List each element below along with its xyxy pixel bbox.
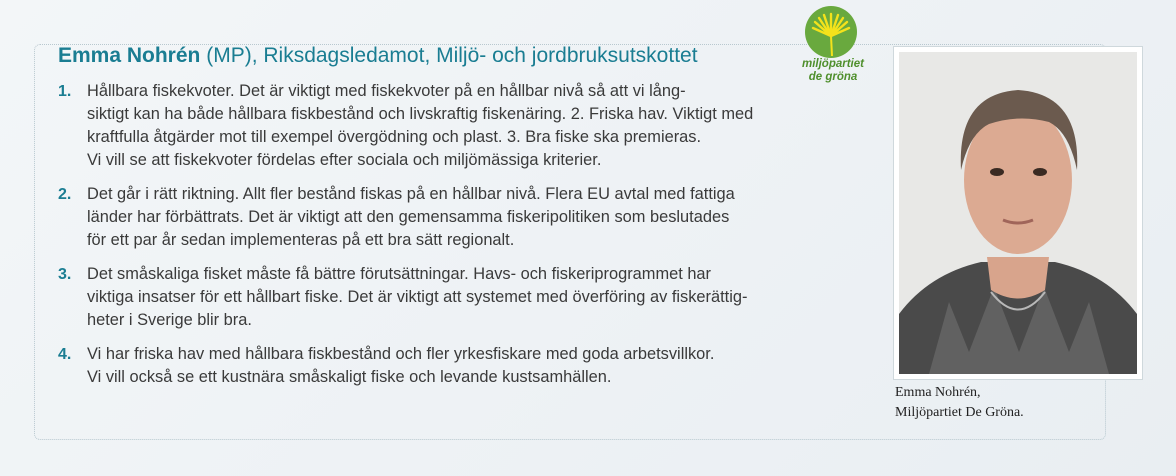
caption-name: Emma Nohrén,: [895, 385, 981, 400]
list-item: [58, 263, 848, 332]
item-line: Vi vill också se ett kustnära småskaligt fiske och levande kustsamhällen.: [87, 368, 612, 386]
item-line: heter i Sverige blir bra.: [87, 311, 252, 329]
caption-party: Miljöpartiet De Gröna.: [895, 405, 1024, 420]
logo-line-2: de gröna: [808, 71, 858, 83]
list-item: [58, 343, 848, 389]
dandelion-icon: [805, 6, 857, 58]
item-number: 4.: [58, 346, 72, 363]
list-item: [58, 80, 848, 172]
item-number: 2.: [58, 186, 72, 203]
item-line: Hållbara fiskekvoter. Det är viktigt med fiskekvoter på en hållbar nivå så att vi lång-: [87, 82, 686, 100]
item-line: siktigt kan ha både hållbara fiskbestånd och livskraftig fiskenäring. 2. Friska hav. Viktigt med: [87, 105, 754, 123]
item-line: kraftfulla åtgärder mot till exempel övergödning och plast. 3. Bra fiske ska premieras.: [87, 128, 702, 146]
page-title: [58, 44, 698, 68]
list-item: [58, 183, 848, 252]
person-name: Emma Nohrén: [58, 44, 201, 67]
portrait-photo: [893, 46, 1143, 380]
item-line: för ett par år sedan implementeras på ett bra sätt regionalt.: [87, 231, 515, 249]
person-role: (MP), Riksdagsledamot, Miljö- och jordbruksutskottet: [200, 44, 698, 67]
portrait-icon: [899, 52, 1137, 374]
item-number: 3.: [58, 266, 72, 283]
item-line: länder har förbättrats. Det är viktigt att den gemensamma fiskeripolitiken som beslutades: [87, 208, 730, 226]
item-number: 1.: [58, 83, 72, 100]
item-line: Det går i rätt riktning. Allt fler bestånd fiskas på en hållbar nivå. Flera EU avtal med fattiga: [87, 185, 735, 203]
item-line: viktiga insatser för ett hållbart fiske. Det är viktigt att systemet med överföring av fiskerättig-: [87, 288, 748, 306]
item-line: Vi har friska hav med hållbara fiskbestånd och fler yrkesfiskare med goda arbetsvillkor.: [87, 345, 715, 363]
logo-line-1: miljöpartiet: [802, 58, 864, 70]
item-line: Det småskaliga fisket måste få bättre förutsättningar. Havs- och fiskeriprogrammet har: [87, 265, 712, 283]
party-logo-emblem: [805, 6, 857, 58]
item-line: Vi vill se att fiskekvoter fördelas efter sociala och miljömässiga kriterier.: [87, 151, 602, 169]
photo-caption: [895, 383, 1024, 423]
answer-list: [58, 80, 848, 400]
